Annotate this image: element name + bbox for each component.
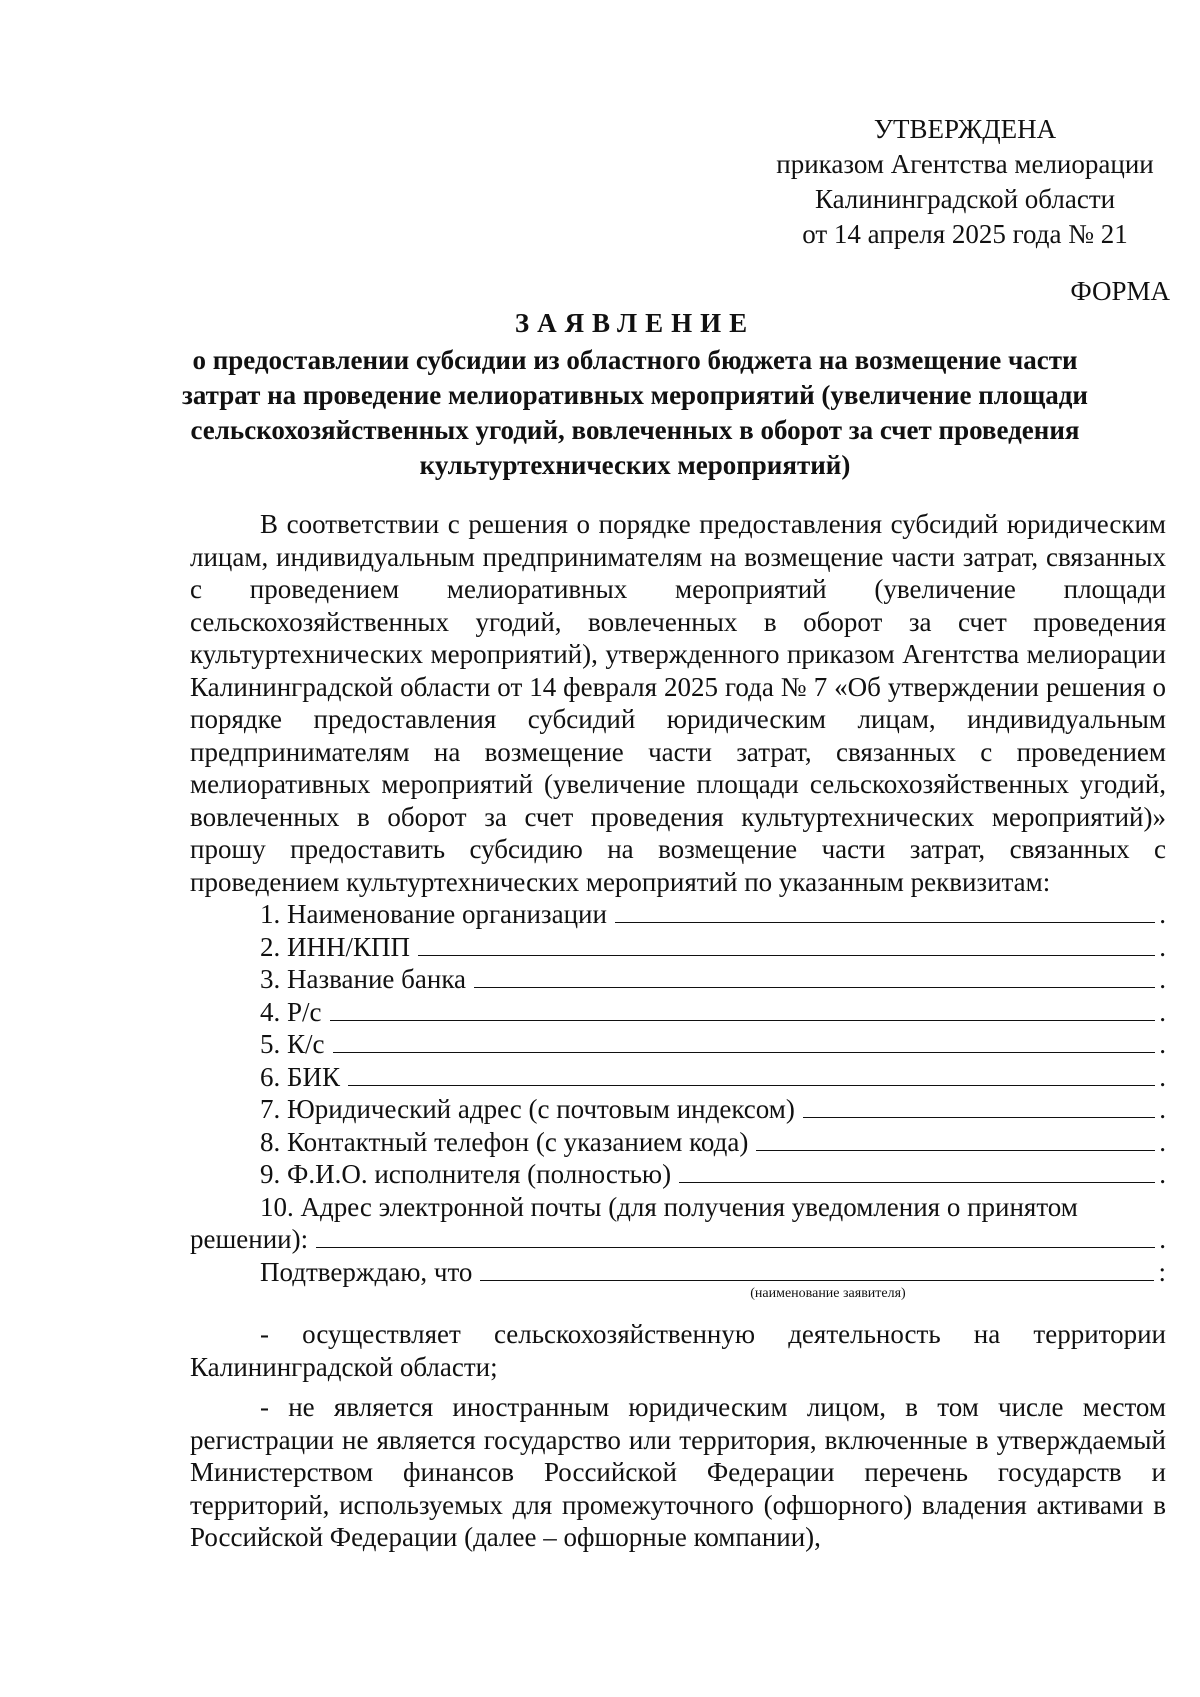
fill-line[interactable] (756, 1128, 1155, 1151)
field-label: 1. Наименование организации (260, 899, 607, 929)
fill-line[interactable] (418, 933, 1155, 956)
field-phone[interactable]: 8. Контактный телефон (с указанием кода) . (260, 1126, 1166, 1157)
fill-line[interactable] (480, 1258, 1154, 1281)
field-bank-name[interactable]: 3. Название банка . (260, 964, 1166, 994)
field-org-name[interactable]: 1. Наименование организации . (260, 899, 1166, 929)
field-label: 8. Контактный телефон (с указанием кода) (260, 1126, 749, 1157)
fill-line[interactable] (474, 965, 1155, 988)
field-label: 4. Р/с (260, 996, 322, 1027)
field-corr-account[interactable]: 5. К/с . (260, 1029, 1166, 1059)
requisites-list (190, 898, 1166, 1302)
document-title: ЗАЯВЛЕНИЕ (514, 308, 756, 338)
field-label: 3. Название банка (260, 964, 467, 994)
field-label: 7. Юридический адрес (с почтовым индексом) (260, 1094, 795, 1124)
field-label: 2. ИНН/КПП (260, 931, 411, 962)
approval-stamp (760, 112, 1170, 252)
fill-line[interactable] (348, 1063, 1155, 1086)
approval-region: Калининградской области (814, 184, 1116, 214)
document-body (190, 508, 1166, 1554)
condition-not-foreign-entity: - не является иностранным юридическим лицом, в том числе местом регистрации не является государство или территория, включенные в утверждаемый Министерством финансов Российской Федерации перечень государств и территорий, используемых для промежуточного (офшорного) владения активами в Российской Федерации (далее – офшорные компании), (190, 1392, 1166, 1552)
field-bik[interactable]: 6. БИК . (260, 1061, 1166, 1092)
field-label: 6. БИК (260, 1061, 341, 1092)
field-label: 9. Ф.И.О. исполнителя (полностью) (260, 1159, 672, 1189)
field-applicant-confirm[interactable]: Подтверждаю, что : (260, 1256, 1166, 1287)
field-label: Подтверждаю, что (260, 1256, 473, 1287)
form-label: ФОРМА (1070, 276, 1170, 306)
approval-order: приказом Агентства мелиорации (776, 149, 1154, 179)
field-inn-kpp[interactable]: 2. ИНН/КПП . (260, 931, 1166, 962)
approval-title: УТВЕРЖДЕНА (873, 114, 1057, 144)
applicant-name-hint: (наименование заявителя) (750, 1286, 906, 1301)
fill-line[interactable] (803, 1095, 1155, 1118)
field-email-label: 10. Адрес электронной почты (для получения уведомления о принятом (260, 1191, 1078, 1222)
approval-date: от 14 апреля 2025 года № 21 (802, 219, 1128, 249)
field-label: 5. К/с (260, 1029, 325, 1059)
fill-line[interactable] (316, 1225, 1155, 1248)
fill-line[interactable] (679, 1160, 1155, 1183)
field-label: решении): (190, 1224, 309, 1254)
fill-line[interactable] (330, 998, 1156, 1021)
document-subtitle: о предоставлении субсидии из областного бюджета на возмещение части затрат на проведение мелиоративных мероприятий (увеличение площади сельскохозяйственных угодий, вовлеченных в оборот за счет проведения культуртехнических мероприятий) (182, 345, 1088, 480)
fill-line[interactable] (615, 900, 1155, 923)
condition-agricultural-activity: - осуществляет сельскохозяйственную деятельность на территории Калининградской области; (190, 1319, 1166, 1382)
intro-paragraph: В соответствии с решения о порядке предоставления субсидий юридическим лицам, индивидуальным предпринимателям на возмещение части затрат, связанных с проведением мелиоративных мероприятий (увеличение площади сельскохозяйственных угодий, вовлеченных в оборот за счет проведения культуртехнических мероприятий), утвержденного приказом Агентства мелиорации Калининградской области от 14 февраля 2025 года № 7 «Об утверждении решения о порядке предоставления субсидий юридическим лицам, индивидуальным предпринимателям на возмещение части затрат, связанных с проведением мелиоративных мероприятий (увеличение площади сельскохозяйственных угодий, вовлеченных в оборот за счет проведения культуртехнических мероприятий)» прошу предоставить субсидию на возмещение части затрат, связанных с проведением культуртехнических мероприятий по указанным реквизитам: (190, 509, 1166, 897)
field-account[interactable]: 4. Р/с . (260, 996, 1166, 1027)
field-executor-name[interactable]: 9. Ф.И.О. исполнителя (полностью) . (260, 1159, 1166, 1189)
field-email[interactable]: решении): . (190, 1224, 1166, 1254)
fill-line[interactable] (333, 1030, 1156, 1053)
field-legal-address[interactable]: 7. Юридический адрес (с почтовым индексом) . (260, 1094, 1166, 1124)
